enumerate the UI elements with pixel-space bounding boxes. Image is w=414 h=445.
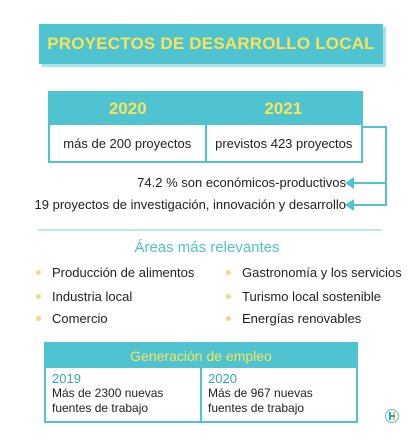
area-item bbox=[226, 265, 402, 280]
section-divider bbox=[38, 229, 382, 231]
bullet-icon bbox=[226, 316, 231, 321]
connector-top bbox=[363, 126, 387, 128]
year-2020-value: más de 200 proyectos bbox=[50, 125, 207, 161]
arrow-2-icon bbox=[345, 199, 354, 211]
connector-branch-1 bbox=[352, 182, 387, 184]
bullet-icon bbox=[36, 270, 41, 275]
stat-research: 19 proyectos de investigación, innovación y desarrollo bbox=[34, 197, 346, 212]
connector-vertical bbox=[385, 126, 387, 206]
connector-branch-2 bbox=[352, 204, 387, 206]
arrow-1-icon bbox=[345, 177, 354, 189]
area-label: Gastronomía y los servicios bbox=[242, 265, 402, 280]
years-table-body bbox=[50, 125, 361, 161]
employment-body bbox=[46, 368, 356, 421]
employment-text: Más de 2300 nuevas fuentes de trabajo bbox=[52, 386, 164, 415]
employment-col-2020 bbox=[202, 368, 356, 421]
area-item bbox=[226, 311, 361, 326]
bullet-icon bbox=[36, 294, 41, 299]
year-2021-heading: 2021 bbox=[264, 99, 303, 118]
bullet-icon bbox=[36, 316, 41, 321]
employment-title: Generación de empleo bbox=[46, 344, 356, 368]
area-item bbox=[226, 289, 381, 304]
employment-col-2019 bbox=[46, 368, 202, 421]
area-label: Energías renovables bbox=[242, 311, 362, 326]
area-item bbox=[36, 265, 194, 280]
area-item bbox=[36, 289, 132, 304]
area-label: Turismo local sostenible bbox=[242, 289, 381, 304]
page-title: PROYECTOS DE DESARROLLO LOCAL bbox=[47, 34, 375, 53]
bullet-icon bbox=[226, 270, 231, 275]
areas-title: Áreas más relevantes bbox=[134, 239, 280, 256]
title-banner bbox=[39, 24, 383, 64]
stat-economic: 74.2 % son económicos-productivos bbox=[137, 175, 346, 190]
bullet-icon bbox=[226, 294, 231, 299]
years-table bbox=[48, 91, 363, 163]
employment-text: Más de 967 nuevas fuentes de trabajo bbox=[208, 386, 313, 415]
year-2021-value: previstos 423 proyectos bbox=[215, 135, 353, 151]
area-item bbox=[36, 311, 108, 326]
year-2020-heading: 2020 bbox=[108, 99, 147, 118]
employment-year: 2020 bbox=[208, 371, 237, 386]
area-label: Producción de alimentos bbox=[52, 265, 195, 280]
area-label: Comercio bbox=[52, 311, 108, 326]
logo-icon bbox=[385, 409, 399, 423]
area-label: Industria local bbox=[52, 289, 133, 304]
years-table-header bbox=[50, 93, 361, 125]
employment-year: 2019 bbox=[52, 371, 81, 386]
employment-box bbox=[44, 342, 358, 423]
